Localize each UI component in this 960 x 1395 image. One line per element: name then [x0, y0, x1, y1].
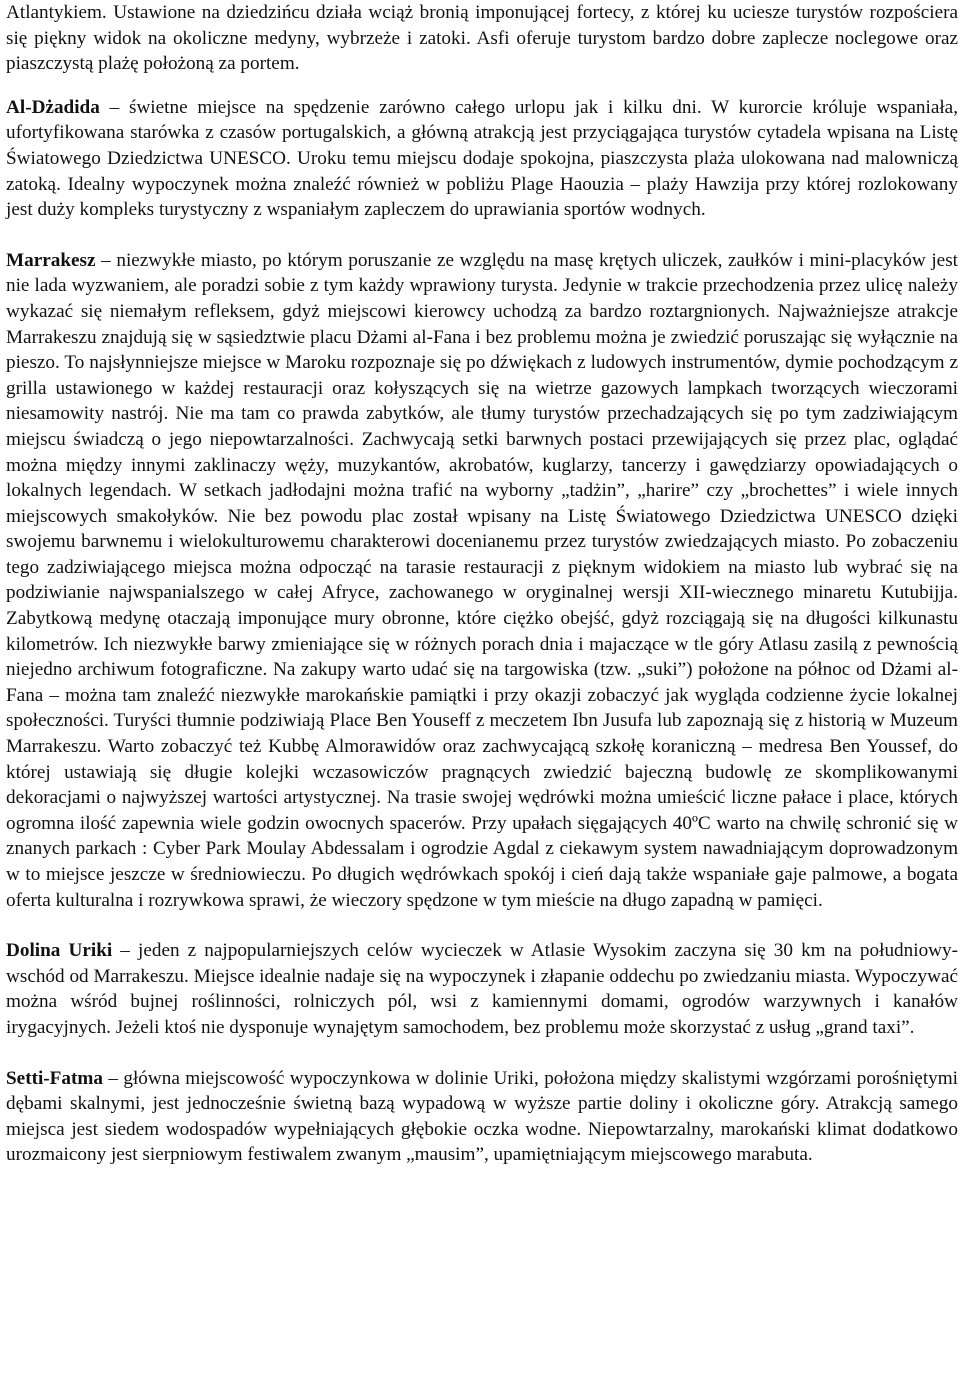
al-dzadida-paragraph	[6, 95, 958, 223]
marrakesz-text: – niezwykłe miasto, po którym poruszanie ze względu na masę krętych uliczek, zaułków i mini-placyków jest nie lada wyzwaniem, ale poradzi sobie z tym każdy wprawiony turysta. Jedynie w trakcie przechodzenia przez ulicę należy wykazać się niemałym refleksem, gdyż miejscowi kierowcy uchodzą za bardzo roztargnionych. Najważniejsze atrakcje Marrakeszu znajdują się w sąsiedztwie placu Dżami al-Fana i bez problemu można je zwiedzić poruszając się wyłącznie na pieszo. To najsłynniejsze miejsce w Maroku rozpoznaje się po dźwiękach z ludowych instrumentów, dymie pochodzącym z grilla ustawionego w każdej restauracji oraz kołyszących się na wietrze gazowych lampkach tworzących wieczorami niesamowity nastrój. Nie ma tam co prawda zabytków, ale tłumy turystów przechadzających się po tym zadziwiającym miejscu świadczą o jego niepowtarzalności. Zachwycają setki barwnych postaci przewijających się przez plac, oglądać można między innymi zaklinaczy węży, muzykantów, akrobatów, kuglarzy, tancerzy i gawędziarzy opowiadających o lokalnych legendach. W setkach jadłodajni można trafić na wyborny „tadżin”, „harire” czy „brochettes” i wiele innych miejscowych smakołyków. Nie bez powodu plac został wpisany na Listę Światowego Dziedzictwa UNESCO dzięki swojemu barwnemu i wielokulturowemu charakterowi docenianemu przez turystów zwiedzających miasto. Po zobaczeniu tego zadziwiającego miejsca można odpocząć na tarasie restauracji z pięknym widokiem na miasto lub wybrać się na podziwianie najwspanialszego w całej Afryce, zachowanego w oryginalnej wersji XII-wiecznego minaretu Kutubijja. Zabytkową medynę otaczają imponujące mury obronne, które ciężko obejść, gdyż rozciągają się na długości kilkunastu kilometrów. Ich niezwykłe barwy zmieniające się w różnych porach dnia i majaczące w tle góry Atlasu zasilą z pewnością niejedno archiwum fotograficzne. Na zakupy warto udać się na targowiska (tzw. „suki”) położone na północ od Dżami al-Fana – można tam znaleźć niezwykłe marokańskie pamiątki i przy okazji zobaczyć jak wygląda codzienne życie lokalnej społeczności. Turyści tłumnie podziwiają Place Ben Youseff z meczetem Ibn Jusufa lub zapoznają się z historią w Muzeum Marrakeszu. Warto zobaczyć też Kubbę Almorawidów oraz zachwycającą szkołę koraniczną – medresa Ben Youssef, do której ustawiają się długie kolejki wczasowiczów pragnących zwiedzić bajeczną budowlę ze skomplikowanymi dekoracjami o najwyższej wartości artystycznej. Na trasie swojej wędrówki można umieścić liczne pałace i place, których ogromna ilość zapewnia wiele godzin owocnych spacerów. Przy upałach sięgających 40ºC warto na chwilę schronić się w znanych parkach : Cyber Park Moulay Abdessalam i ogrodzie Agdal z ciekawym system nawadniającym doprowadzonym w to miejsce jeszcze w średniowieczu. Po długich wędrówkach spokój i cień dają także wspaniałe gaje palmowe, a bogata oferta kulturalna i rozrywkowa sprawi, że wieczory spędzone w tym mieście na długo zapadną w pamięci.	[6, 249, 958, 911]
al-dzadida-heading: Al-Dżadida	[6, 96, 100, 118]
marrakesz-heading: Marrakesz	[6, 249, 96, 271]
intro-paragraph	[6, 0, 958, 77]
document-page	[6, 0, 958, 1168]
setti-fatma-text: – główna miejscowość wypoczynkowa w dolinie Uriki, położona między skalistymi wzgórzami porośniętymi dębami skalnymi, jest jednocześnie świetną bazą wypadową w wyższe partie doliny i okoliczne góry. Atrakcją samego miejsca jest siedem wodospadów wypełniających głębokie oczka wodne. Niepowtarzalny, marokański klimat dodatkowo urozmaicony jest sierpniowym festiwalem zwanym „mausim”, upamiętniającym miejscowego marabuta.	[6, 1067, 958, 1166]
intro-text: Atlantykiem. Ustawione na dziedzińcu działa wciąż bronią imponującej fortecy, z której ku uciesze turystów rozpościera się piękny widok na okoliczne medyny, wybrzeże i zatoki. Asfi oferuje turystom bardzo dobre zaplecze noclegowe oraz piaszczystą plażę położoną za portem.	[6, 2, 958, 75]
marrakesz-paragraph	[6, 248, 958, 913]
setti-fatma-heading: Setti-Fatma	[6, 1067, 103, 1089]
dolina-uriki-heading: Dolina Uriki	[6, 940, 113, 962]
setti-fatma-paragraph	[6, 1066, 958, 1168]
dolina-uriki-paragraph	[6, 938, 958, 1040]
al-dzadida-text: – świetne miejsce na spędzenie zarówno całego urlopu jak i kilku dni. W kurorcie króluje wspaniała, ufortyfikowana starówka z czasów portugalskich, a główną atrakcją jest przyciągająca turystów cytadela wpisana na Listę Światowego Dziedzictwa UNESCO. Uroku temu miejscu dodaje spokojna, piaszczysta plaża ulokowana nad malowniczą zatoką. Idealny wypoczynek można znaleźć również w pobliżu Plage Haouzia – plaży Hawzija przy której rozlokowany jest duży kompleks turystyczny z wspaniałym zapleczem do uprawiania sportów wodnych.	[6, 96, 958, 221]
dolina-uriki-text: – jeden z najpopularniejszych celów wycieczek w Atlasie Wysokim zaczyna się 30 km na południowy-wschód od Marrakeszu. Miejsce idealnie nadaje się na wypoczynek i złapanie oddechu po zwiedzaniu miasta. Wypoczywać można wśród bujnej roślinności, rolniczych pól, wsi z kamiennymi domami, ogrodów warzywnych i kanałów irygacyjnych. Jeżeli ktoś nie dysponuje wynajętym samochodem, bez problemu może skorzystać z usług „grand taxi”.	[6, 940, 958, 1038]
